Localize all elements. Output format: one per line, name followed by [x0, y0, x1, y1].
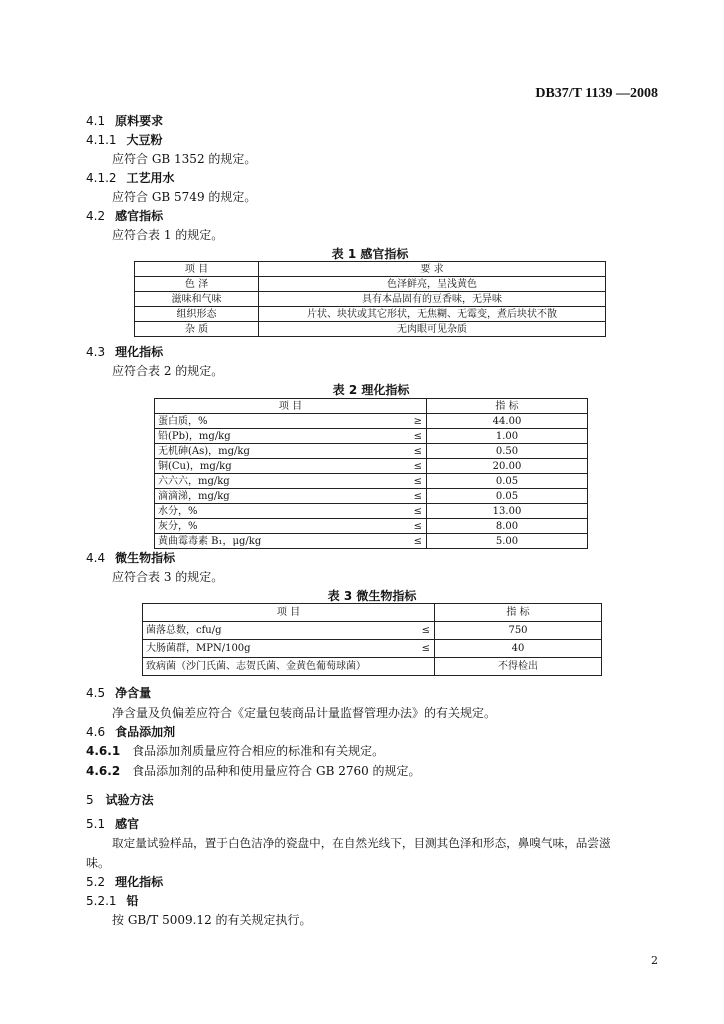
table-cell: ≤	[379, 534, 427, 549]
para-4-6-2: 4.6.2 食品添加剂的品种和使用量应符合 GB 2760 的规定。	[86, 764, 421, 778]
table-cell: 铅(Pb)，mg/kg	[155, 429, 379, 444]
table-cell: ≤	[393, 622, 435, 640]
table-header-cell: 项 目	[155, 399, 427, 414]
table-cell: 1.00	[427, 429, 588, 444]
table-cell: 8.00	[427, 519, 588, 534]
standard-code: DB37/T 1139 —2008	[535, 86, 658, 101]
table-row	[143, 640, 602, 658]
heading-5-2: 5.2 理化指标	[86, 875, 164, 889]
table-cell: 0.05	[427, 489, 588, 504]
table-cell: 六六六，mg/kg	[155, 474, 379, 489]
table-row	[155, 519, 588, 534]
table-row	[155, 459, 588, 474]
heading-4-1-1: 4.1.1 大豆粉	[86, 133, 163, 147]
table-cell: 44.00	[427, 414, 588, 429]
heading-5-1: 5.1 感官	[86, 817, 140, 831]
table-cell: 片状、块状或其它形状，无焦糊、无霉变，煮后块状不散	[259, 307, 606, 322]
table-row	[155, 444, 588, 459]
table-cell: 致病菌（沙门氏菌、志贺氏菌、金黄色葡萄球菌）	[143, 658, 435, 676]
table-header-cell: 指 标	[427, 399, 588, 414]
table-cell: 灰分，%	[155, 519, 379, 534]
table1-caption: 表 1 感官指标	[331, 247, 409, 261]
table-cell: ≤	[379, 489, 427, 504]
para-4-5: 净含量及负偏差应符合《定量包装商品计量监督管理办法》的有关规定。	[112, 706, 497, 720]
table-row	[155, 489, 588, 504]
heading-4-2: 4.2 感官指标	[86, 209, 164, 223]
heading-5-2-1: 5.2.1 铅	[86, 894, 139, 908]
para-5-1-line2: 味。	[86, 856, 111, 870]
table-cell: 菌落总数，cfu/g	[143, 622, 393, 640]
table1	[134, 261, 606, 337]
table-header-cell: 项 目	[143, 604, 435, 622]
heading-4-6: 4.6 食品添加剂	[86, 725, 176, 739]
heading-4-5: 4.5 净含量	[86, 686, 152, 700]
table-row	[143, 622, 602, 640]
table-cell: 0.05	[427, 474, 588, 489]
heading-5: 5 试验方法	[86, 793, 154, 807]
table-cell: 铜(Cu)，mg/kg	[155, 459, 379, 474]
table-cell: ≤	[393, 640, 435, 658]
table-cell: 色泽鲜亮，呈浅黄色	[259, 277, 606, 292]
table-row	[135, 322, 606, 337]
table-cell: 13.00	[427, 504, 588, 519]
table-cell: 无肉眼可见杂质	[259, 322, 606, 337]
table-row	[155, 429, 588, 444]
table-row	[155, 504, 588, 519]
page-number: 2	[651, 954, 658, 967]
table-cell: 滋味和气味	[135, 292, 259, 307]
table-header-row	[135, 262, 606, 277]
table-row	[143, 658, 602, 676]
table-cell: 水分，%	[155, 504, 379, 519]
para-4-1-2: 应符合 GB 5749 的规定。	[112, 190, 257, 204]
table-cell: 滴滴涕，mg/kg	[155, 489, 379, 504]
table-cell: ≤	[379, 429, 427, 444]
para-4-6-1: 4.6.1 食品添加剂质量应符合相应的标准和有关规定。	[86, 744, 385, 758]
table-cell: 750	[435, 622, 602, 640]
table-cell: 大肠菌群，MPN/100g	[143, 640, 393, 658]
table-cell: ≤	[379, 444, 427, 459]
table-cell: 20.00	[427, 459, 588, 474]
table-row	[135, 307, 606, 322]
para-4-2: 应符合表 1 的规定。	[112, 228, 224, 242]
table-cell: 杂 质	[135, 322, 259, 337]
table3-caption: 表 3 微生物指标	[327, 589, 417, 603]
table-cell: ≤	[379, 519, 427, 534]
table2	[154, 398, 588, 549]
table-cell: 色 泽	[135, 277, 259, 292]
table-cell: 无机砷(As)，mg/kg	[155, 444, 379, 459]
table2-caption: 表 2 理化指标	[332, 383, 410, 397]
table-cell: 蛋白质，%	[155, 414, 379, 429]
heading-4-3: 4.3 理化指标	[86, 345, 164, 359]
table-cell: 组织形态	[135, 307, 259, 322]
para-5-1-line1: 取定量试验样品，置于白色洁净的瓷盘中，在自然光线下，目测其色泽和形态，鼻嗅气味，品尝滋	[112, 836, 611, 850]
table-cell: ≤	[379, 459, 427, 474]
para-4-1-1: 应符合 GB 1352 的规定。	[112, 152, 257, 166]
para-4-3: 应符合表 2 的规定。	[112, 364, 224, 378]
table-row	[135, 277, 606, 292]
table-cell: ≥	[379, 414, 427, 429]
table-header-cell: 要 求	[259, 262, 606, 277]
para-4-4: 应符合表 3 的规定。	[112, 570, 224, 584]
heading-4-1-2: 4.1.2 工艺用水	[86, 171, 175, 185]
table-cell: 具有本品固有的豆香味，无异味	[259, 292, 606, 307]
table-cell: 5.00	[427, 534, 588, 549]
table-row	[155, 534, 588, 549]
table3	[142, 603, 602, 676]
table-cell: 40	[435, 640, 602, 658]
para-5-2-1: 按 GB/T 5009.12 的有关规定执行。	[112, 913, 312, 927]
table-cell: ≤	[379, 504, 427, 519]
table-header-row	[155, 399, 588, 414]
table-cell: 0.50	[427, 444, 588, 459]
table-cell: 黄曲霉毒素 B₁，μg/kg	[155, 534, 379, 549]
heading-4-1: 4.1 原料要求	[86, 114, 164, 128]
table-row	[135, 292, 606, 307]
table-header-row	[143, 604, 602, 622]
table-cell: 不得检出	[435, 658, 602, 676]
heading-4-4: 4.4 微生物指标	[86, 551, 176, 565]
table-row	[155, 414, 588, 429]
table-header-cell: 指 标	[435, 604, 602, 622]
table-header-cell: 项 目	[135, 262, 259, 277]
table-cell: ≤	[379, 474, 427, 489]
table-row	[155, 474, 588, 489]
